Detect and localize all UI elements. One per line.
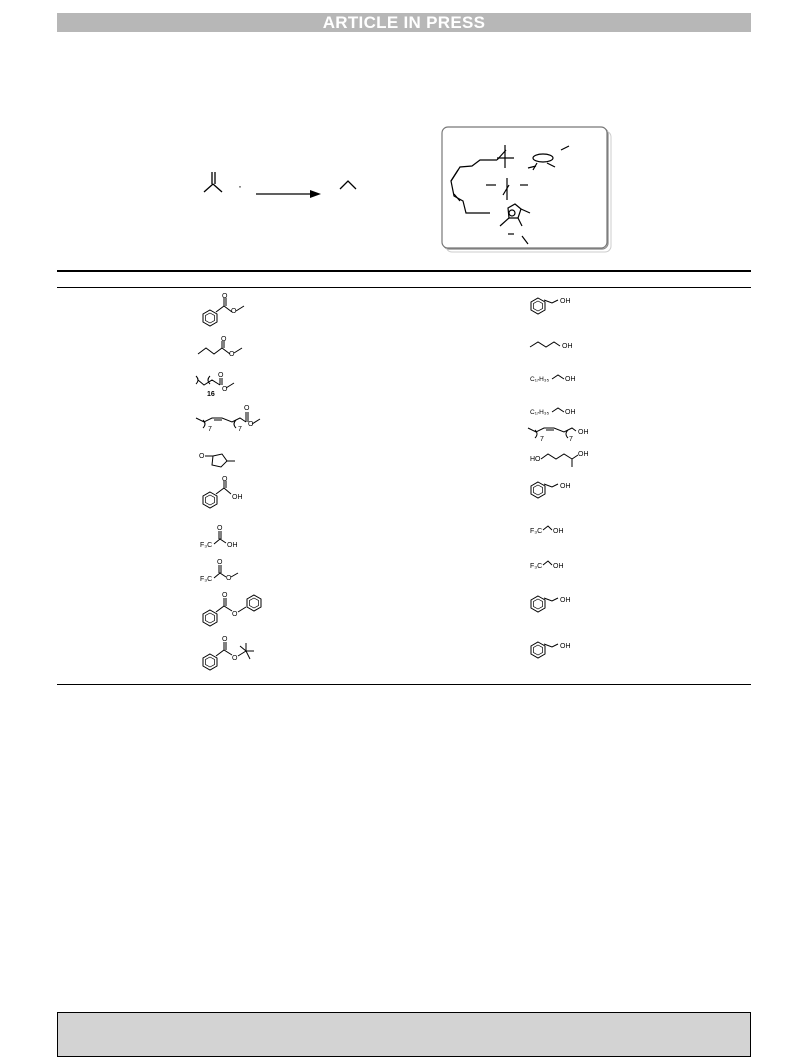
prod-text-oh: OH xyxy=(562,343,573,350)
sub-text-o2: O xyxy=(226,575,232,582)
substrate-methyl-oleate xyxy=(196,405,260,433)
product-benzyl-alcohol xyxy=(531,596,571,612)
sub-text-o: O xyxy=(217,525,223,532)
prod-text-f3c: F₃C xyxy=(530,528,543,535)
sub-text-o2: O xyxy=(229,351,235,358)
substrate-tert-butyl-benzoate xyxy=(203,636,254,670)
sub-text-o: O xyxy=(218,372,224,379)
prod-text-oh: OH xyxy=(560,597,571,604)
product-benzyl-alcohol xyxy=(531,482,571,498)
footer-bar xyxy=(57,1012,751,1057)
prod-text-oh: OH xyxy=(553,528,564,535)
table-row xyxy=(196,372,576,398)
sub-text-o: O xyxy=(222,636,228,643)
reagent-dot: · xyxy=(238,179,242,193)
prod-text-oh: OH xyxy=(560,483,571,490)
substrate-methyl-trifluoroacetate xyxy=(200,559,238,583)
table-row xyxy=(199,451,589,467)
product-benzyl-alcohol xyxy=(531,298,571,314)
sub-text-o: O xyxy=(222,476,228,483)
prod-text-oh: OH xyxy=(560,298,571,305)
sub-text-o: O xyxy=(199,453,205,460)
table-row xyxy=(203,476,571,508)
prod-text-c17h35: C₁₇H₃₅ xyxy=(530,376,550,383)
product-c17h35-alcohol-and-oleyl-alcohol xyxy=(528,408,589,443)
sub-text-o2: O xyxy=(222,386,228,393)
table-row xyxy=(203,592,571,626)
table-row xyxy=(200,525,564,549)
table-row xyxy=(198,336,573,358)
prod-text-oh: OH xyxy=(578,451,589,458)
sub-text-o: O xyxy=(244,405,250,412)
prod-label-7a: 7 xyxy=(540,436,544,443)
product-trifluoroethanol xyxy=(530,561,564,570)
substrate-methyl-benzoate xyxy=(203,293,244,326)
prod-text-oh: OH xyxy=(565,376,576,383)
table-row xyxy=(203,636,571,670)
sub-text-o2: O xyxy=(248,421,254,428)
prod-text-ho: HO xyxy=(530,456,541,463)
sub-label-7a: 7 xyxy=(208,426,212,433)
product-c17h35-alcohol xyxy=(530,375,576,383)
table-row xyxy=(203,293,571,326)
sub-text-o: O xyxy=(221,336,227,343)
prod-label-7b: 7 xyxy=(569,436,573,443)
sub-text-o2: O xyxy=(231,308,237,315)
product-1-butanol xyxy=(530,342,573,350)
sub-text-o: O xyxy=(222,592,228,599)
prod-text-c17h35: C₁₇H₃₅ xyxy=(530,409,550,416)
substrate-methyl-stearate xyxy=(196,372,234,398)
sub-text-oh: OH xyxy=(232,494,243,501)
sub-text-f3c: F₃C xyxy=(200,576,213,583)
product-pentanediol xyxy=(530,451,589,467)
banner-text: ARTICLE IN PRESS xyxy=(322,13,486,32)
table-row xyxy=(200,559,564,583)
prod-text-oh: OH xyxy=(560,643,571,650)
sub-label-7b: 7 xyxy=(238,426,242,433)
prod-text-oh: OH xyxy=(553,563,564,570)
product-trifluoroethanol xyxy=(530,526,564,535)
sub-text-o2: O xyxy=(232,611,238,618)
sub-text-o2: O xyxy=(232,655,238,662)
substrate-trifluoroacetic-acid xyxy=(200,525,238,549)
sub-text-f3c: F₃C xyxy=(200,542,213,549)
product-benzyl-alcohol xyxy=(531,642,571,658)
sub-text-oh: OH xyxy=(227,542,238,549)
substrate-phenyl-benzoate xyxy=(203,592,261,626)
prod-text-oh2: OH xyxy=(578,429,589,436)
prod-text-f3c: F₃C xyxy=(530,563,543,570)
substrate-gamma-valerolactone xyxy=(199,453,235,467)
sub-label-16: 16 xyxy=(207,391,215,398)
table-row xyxy=(196,405,589,443)
substrate-methyl-butanoate xyxy=(198,336,242,358)
sub-text-o: O xyxy=(217,559,223,566)
sub-text-o: O xyxy=(222,293,228,300)
prod-text-oh: OH xyxy=(565,409,576,416)
substrate-benzoic-acid xyxy=(203,476,243,508)
